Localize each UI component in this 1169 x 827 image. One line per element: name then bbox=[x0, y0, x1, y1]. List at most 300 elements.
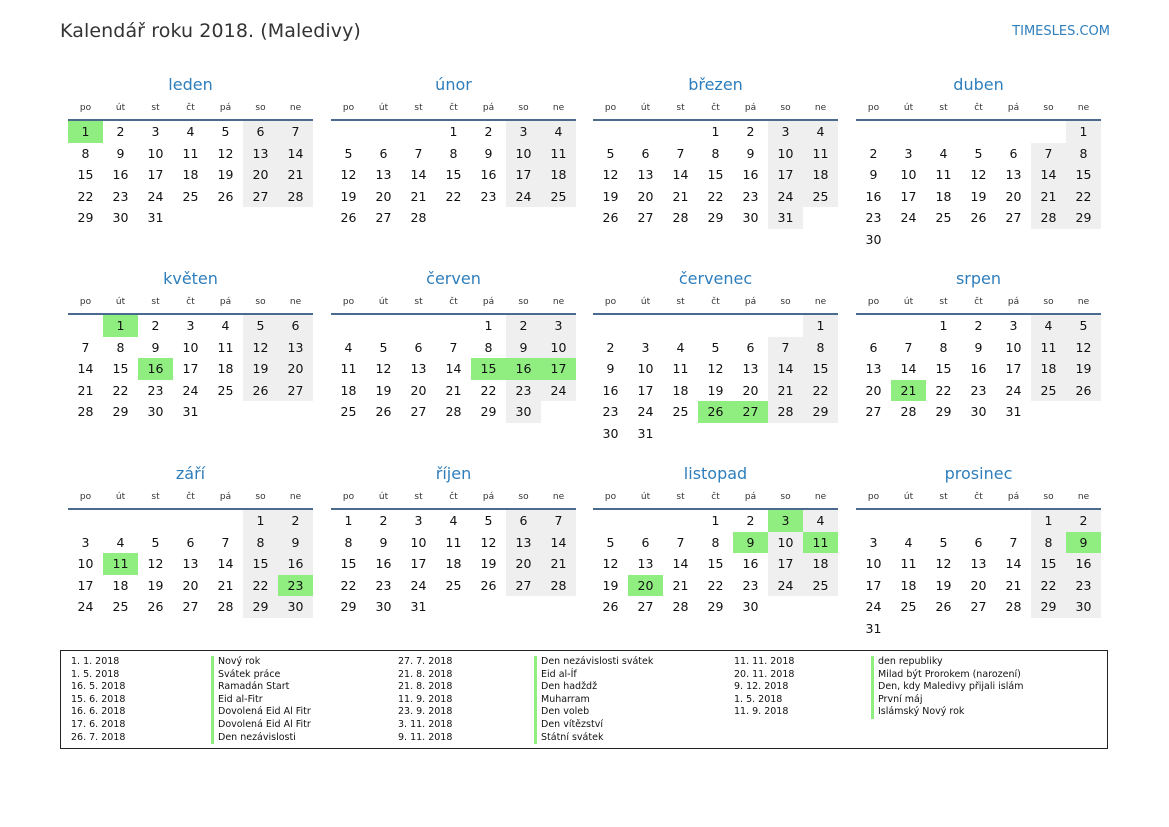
day-cell[interactable]: 3 bbox=[414, 513, 423, 528]
day-cell[interactable]: 5 bbox=[379, 339, 388, 355]
day-cell[interactable]: 6 bbox=[414, 339, 423, 355]
day-cell[interactable]: 10 bbox=[410, 534, 427, 550]
day-cell[interactable]: 29 bbox=[243, 596, 278, 618]
day-cell[interactable]: 26 bbox=[217, 188, 234, 204]
day-cell[interactable]: 12 bbox=[375, 361, 392, 377]
day-cell[interactable]: 16 bbox=[970, 361, 987, 377]
day-cell[interactable]: 19 bbox=[217, 167, 234, 183]
day-cell[interactable]: 7 bbox=[768, 337, 803, 359]
day-cell[interactable]: 17 bbox=[147, 167, 164, 183]
day-cell[interactable]: 27 bbox=[865, 404, 882, 420]
holiday-day-cell[interactable]: 16 bbox=[506, 358, 541, 380]
day-cell[interactable]: 25 bbox=[1031, 380, 1066, 402]
day-cell[interactable]: 19 bbox=[935, 577, 952, 593]
day-cell[interactable]: 5 bbox=[974, 145, 983, 161]
holiday-day-cell[interactable]: 11 bbox=[803, 532, 838, 554]
holiday-day-cell[interactable]: 15 bbox=[471, 358, 506, 380]
day-cell[interactable]: 12 bbox=[1066, 337, 1101, 359]
day-cell[interactable]: 11 bbox=[182, 145, 199, 161]
day-cell[interactable]: 17 bbox=[768, 553, 803, 575]
day-cell[interactable]: 7 bbox=[414, 145, 423, 161]
day-cell[interactable]: 1 bbox=[939, 318, 948, 333]
day-cell[interactable]: 25 bbox=[182, 188, 199, 204]
day-cell[interactable]: 2 bbox=[606, 339, 615, 355]
day-cell[interactable]: 6 bbox=[641, 534, 650, 550]
day-cell[interactable]: 29 bbox=[340, 599, 357, 615]
day-cell[interactable]: 25 bbox=[541, 186, 576, 208]
day-cell[interactable]: 5 bbox=[1066, 315, 1101, 337]
day-cell[interactable]: 1 bbox=[803, 315, 838, 337]
day-cell[interactable]: 13 bbox=[970, 556, 987, 572]
day-cell[interactable]: 7 bbox=[81, 339, 90, 355]
day-cell[interactable]: 17 bbox=[77, 577, 94, 593]
day-cell[interactable]: 19 bbox=[602, 577, 619, 593]
day-cell[interactable]: 14 bbox=[217, 556, 234, 572]
holiday-day-cell[interactable]: 21 bbox=[891, 380, 926, 402]
day-cell[interactable]: 4 bbox=[449, 513, 458, 528]
day-cell[interactable]: 28 bbox=[541, 575, 576, 597]
day-cell[interactable]: 21 bbox=[445, 382, 462, 398]
day-cell[interactable]: 19 bbox=[602, 188, 619, 204]
day-cell[interactable]: 19 bbox=[707, 382, 724, 398]
day-cell[interactable]: 4 bbox=[344, 339, 353, 355]
day-cell[interactable]: 11 bbox=[445, 534, 462, 550]
day-cell[interactable]: 10 bbox=[900, 167, 917, 183]
day-cell[interactable]: 27 bbox=[506, 575, 541, 597]
day-cell[interactable]: 2 bbox=[278, 510, 313, 532]
day-cell[interactable]: 14 bbox=[672, 167, 689, 183]
day-cell[interactable]: 9 bbox=[116, 145, 125, 161]
day-cell[interactable]: 21 bbox=[768, 380, 803, 402]
day-cell[interactable]: 28 bbox=[217, 599, 234, 615]
day-cell[interactable]: 4 bbox=[803, 510, 838, 532]
day-cell[interactable]: 22 bbox=[77, 188, 94, 204]
day-cell[interactable]: 25 bbox=[217, 382, 234, 398]
day-cell[interactable]: 22 bbox=[1066, 186, 1101, 208]
day-cell[interactable]: 7 bbox=[541, 510, 576, 532]
day-cell[interactable]: 8 bbox=[449, 145, 458, 161]
day-cell[interactable]: 15 bbox=[707, 167, 724, 183]
day-cell[interactable]: 25 bbox=[340, 404, 357, 420]
holiday-day-cell[interactable]: 9 bbox=[1066, 532, 1101, 554]
day-cell[interactable]: 29 bbox=[480, 404, 497, 420]
day-cell[interactable]: 16 bbox=[480, 167, 497, 183]
day-cell[interactable]: 2 bbox=[869, 145, 878, 161]
day-cell[interactable]: 6 bbox=[641, 145, 650, 161]
day-cell[interactable]: 11 bbox=[935, 167, 952, 183]
day-cell[interactable]: 14 bbox=[77, 361, 94, 377]
day-cell[interactable]: 22 bbox=[935, 382, 952, 398]
day-cell[interactable]: 2 bbox=[506, 315, 541, 337]
day-cell[interactable]: 17 bbox=[410, 556, 427, 572]
day-cell[interactable]: 6 bbox=[746, 339, 755, 355]
day-cell[interactable]: 30 bbox=[865, 232, 882, 247]
day-cell[interactable]: 27 bbox=[410, 404, 427, 420]
day-cell[interactable]: 29 bbox=[935, 404, 952, 420]
day-cell[interactable]: 26 bbox=[935, 599, 952, 615]
day-cell[interactable]: 10 bbox=[506, 143, 541, 165]
day-cell[interactable]: 5 bbox=[606, 145, 615, 161]
day-cell[interactable]: 30 bbox=[147, 404, 164, 420]
day-cell[interactable]: 15 bbox=[1066, 164, 1101, 186]
day-cell[interactable]: 9 bbox=[484, 145, 493, 161]
day-cell[interactable]: 29 bbox=[803, 401, 838, 423]
day-cell[interactable]: 18 bbox=[182, 167, 199, 183]
day-cell[interactable]: 18 bbox=[445, 556, 462, 572]
day-cell[interactable]: 9 bbox=[151, 339, 160, 355]
day-cell[interactable]: 30 bbox=[1066, 596, 1101, 618]
day-cell[interactable]: 23 bbox=[602, 404, 619, 420]
day-cell[interactable]: 13 bbox=[1005, 167, 1022, 183]
day-cell[interactable]: 18 bbox=[541, 164, 576, 186]
day-cell[interactable]: 12 bbox=[602, 556, 619, 572]
day-cell[interactable]: 2 bbox=[746, 124, 755, 139]
day-cell[interactable]: 14 bbox=[768, 358, 803, 380]
day-cell[interactable]: 3 bbox=[904, 145, 913, 161]
day-cell[interactable]: 2 bbox=[484, 124, 493, 139]
day-cell[interactable]: 20 bbox=[506, 553, 541, 575]
day-cell[interactable]: 25 bbox=[803, 186, 838, 208]
day-cell[interactable]: 10 bbox=[541, 337, 576, 359]
day-cell[interactable]: 1 bbox=[711, 124, 720, 139]
day-cell[interactable]: 24 bbox=[410, 577, 427, 593]
day-cell[interactable]: 4 bbox=[676, 339, 685, 355]
day-cell[interactable]: 16 bbox=[278, 553, 313, 575]
day-cell[interactable]: 8 bbox=[344, 534, 353, 550]
day-cell[interactable]: 26 bbox=[340, 210, 357, 226]
day-cell[interactable]: 14 bbox=[445, 361, 462, 377]
day-cell[interactable]: 11 bbox=[541, 143, 576, 165]
day-cell[interactable]: 28 bbox=[672, 210, 689, 226]
day-cell[interactable]: 23 bbox=[970, 382, 987, 398]
day-cell[interactable]: 24 bbox=[182, 382, 199, 398]
day-cell[interactable]: 10 bbox=[865, 556, 882, 572]
day-cell[interactable]: 3 bbox=[869, 534, 878, 550]
day-cell[interactable]: 8 bbox=[711, 145, 720, 161]
day-cell[interactable]: 14 bbox=[541, 532, 576, 554]
day-cell[interactable]: 22 bbox=[803, 380, 838, 402]
day-cell[interactable]: 16 bbox=[742, 556, 759, 572]
day-cell[interactable]: 23 bbox=[506, 380, 541, 402]
day-cell[interactable]: 8 bbox=[711, 534, 720, 550]
day-cell[interactable]: 23 bbox=[375, 577, 392, 593]
day-cell[interactable]: 9 bbox=[606, 361, 615, 377]
day-cell[interactable]: 12 bbox=[147, 556, 164, 572]
day-cell[interactable]: 1 bbox=[449, 124, 458, 139]
day-cell[interactable]: 1 bbox=[711, 513, 720, 528]
day-cell[interactable]: 28 bbox=[410, 210, 427, 226]
day-cell[interactable]: 21 bbox=[1031, 186, 1066, 208]
day-cell[interactable]: 21 bbox=[217, 577, 234, 593]
holiday-day-cell[interactable]: 26 bbox=[698, 401, 733, 423]
day-cell[interactable]: 3 bbox=[768, 121, 803, 143]
day-cell[interactable]: 20 bbox=[375, 188, 392, 204]
day-cell[interactable]: 12 bbox=[217, 145, 234, 161]
holiday-day-cell[interactable]: 11 bbox=[103, 553, 138, 575]
day-cell[interactable]: 19 bbox=[243, 358, 278, 380]
day-cell[interactable]: 26 bbox=[602, 210, 619, 226]
day-cell[interactable]: 2 bbox=[116, 124, 125, 139]
day-cell[interactable]: 27 bbox=[1005, 210, 1022, 226]
day-cell[interactable]: 5 bbox=[151, 534, 160, 550]
day-cell[interactable]: 25 bbox=[445, 577, 462, 593]
day-cell[interactable]: 5 bbox=[221, 124, 230, 139]
day-cell[interactable]: 14 bbox=[410, 167, 427, 183]
day-cell[interactable]: 8 bbox=[1066, 143, 1101, 165]
day-cell[interactable]: 25 bbox=[112, 599, 129, 615]
day-cell[interactable]: 11 bbox=[1031, 337, 1066, 359]
day-cell[interactable]: 13 bbox=[637, 556, 654, 572]
day-cell[interactable]: 23 bbox=[147, 382, 164, 398]
day-cell[interactable]: 22 bbox=[340, 577, 357, 593]
day-cell[interactable]: 16 bbox=[602, 382, 619, 398]
day-cell[interactable]: 19 bbox=[340, 188, 357, 204]
day-cell[interactable]: 4 bbox=[541, 121, 576, 143]
day-cell[interactable]: 10 bbox=[147, 145, 164, 161]
day-cell[interactable]: 15 bbox=[112, 361, 129, 377]
day-cell[interactable]: 26 bbox=[602, 599, 619, 615]
day-cell[interactable]: 8 bbox=[803, 337, 838, 359]
day-cell[interactable]: 23 bbox=[480, 188, 497, 204]
day-cell[interactable]: 10 bbox=[768, 143, 803, 165]
day-cell[interactable]: 24 bbox=[637, 404, 654, 420]
day-cell[interactable]: 17 bbox=[768, 164, 803, 186]
day-cell[interactable]: 9 bbox=[278, 532, 313, 554]
day-cell[interactable]: 10 bbox=[768, 532, 803, 554]
day-cell[interactable]: 26 bbox=[243, 380, 278, 402]
day-cell[interactable]: 24 bbox=[77, 599, 94, 615]
day-cell[interactable]: 11 bbox=[672, 361, 689, 377]
day-cell[interactable]: 29 bbox=[77, 210, 94, 226]
day-cell[interactable]: 8 bbox=[939, 339, 948, 355]
day-cell[interactable]: 1 bbox=[344, 513, 353, 528]
day-cell[interactable]: 28 bbox=[77, 404, 94, 420]
day-cell[interactable]: 20 bbox=[637, 188, 654, 204]
day-cell[interactable]: 15 bbox=[1031, 553, 1066, 575]
day-cell[interactable]: 3 bbox=[81, 534, 90, 550]
day-cell[interactable]: 6 bbox=[186, 534, 195, 550]
day-cell[interactable]: 20 bbox=[865, 382, 882, 398]
day-cell[interactable]: 18 bbox=[935, 188, 952, 204]
day-cell[interactable]: 19 bbox=[375, 382, 392, 398]
day-cell[interactable]: 23 bbox=[112, 188, 129, 204]
day-cell[interactable]: 6 bbox=[243, 121, 278, 143]
day-cell[interactable]: 20 bbox=[410, 382, 427, 398]
day-cell[interactable]: 27 bbox=[278, 380, 313, 402]
day-cell[interactable]: 18 bbox=[340, 382, 357, 398]
day-cell[interactable]: 15 bbox=[340, 556, 357, 572]
day-cell[interactable]: 30 bbox=[602, 426, 619, 441]
day-cell[interactable]: 20 bbox=[278, 358, 313, 380]
day-cell[interactable]: 8 bbox=[484, 339, 493, 355]
day-cell[interactable]: 24 bbox=[541, 380, 576, 402]
day-cell[interactable]: 22 bbox=[707, 577, 724, 593]
day-cell[interactable]: 8 bbox=[81, 145, 90, 161]
day-cell[interactable]: 11 bbox=[340, 361, 357, 377]
day-cell[interactable]: 9 bbox=[379, 534, 388, 550]
day-cell[interactable]: 1 bbox=[1066, 121, 1101, 143]
day-cell[interactable]: 21 bbox=[541, 553, 576, 575]
day-cell[interactable]: 16 bbox=[1066, 553, 1101, 575]
day-cell[interactable]: 13 bbox=[278, 337, 313, 359]
day-cell[interactable]: 28 bbox=[445, 404, 462, 420]
day-cell[interactable]: 8 bbox=[116, 339, 125, 355]
day-cell[interactable]: 7 bbox=[1031, 143, 1066, 165]
day-cell[interactable]: 25 bbox=[672, 404, 689, 420]
holiday-day-cell[interactable]: 27 bbox=[733, 401, 768, 423]
day-cell[interactable]: 23 bbox=[742, 577, 759, 593]
day-cell[interactable]: 4 bbox=[221, 318, 230, 333]
day-cell[interactable]: 13 bbox=[243, 143, 278, 165]
holiday-day-cell[interactable]: 1 bbox=[103, 315, 138, 337]
day-cell[interactable]: 27 bbox=[970, 599, 987, 615]
day-cell[interactable]: 11 bbox=[803, 143, 838, 165]
day-cell[interactable]: 15 bbox=[445, 167, 462, 183]
day-cell[interactable]: 30 bbox=[112, 210, 129, 226]
day-cell[interactable]: 15 bbox=[243, 553, 278, 575]
day-cell[interactable]: 18 bbox=[217, 361, 234, 377]
day-cell[interactable]: 31 bbox=[768, 207, 803, 229]
day-cell[interactable]: 13 bbox=[742, 361, 759, 377]
day-cell[interactable]: 5 bbox=[711, 339, 720, 355]
day-cell[interactable]: 31 bbox=[1005, 404, 1022, 420]
day-cell[interactable]: 25 bbox=[935, 210, 952, 226]
day-cell[interactable]: 7 bbox=[278, 121, 313, 143]
day-cell[interactable]: 9 bbox=[746, 145, 755, 161]
day-cell[interactable]: 3 bbox=[1009, 318, 1018, 333]
day-cell[interactable]: 18 bbox=[1031, 358, 1066, 380]
day-cell[interactable]: 1 bbox=[484, 318, 493, 333]
day-cell[interactable]: 11 bbox=[217, 339, 234, 355]
holiday-day-cell[interactable]: 3 bbox=[768, 510, 803, 532]
day-cell[interactable]: 22 bbox=[243, 575, 278, 597]
brand-link[interactable]: TIMESLES.COM bbox=[1012, 24, 1110, 39]
day-cell[interactable]: 21 bbox=[410, 188, 427, 204]
day-cell[interactable]: 29 bbox=[1031, 596, 1066, 618]
day-cell[interactable]: 30 bbox=[970, 404, 987, 420]
day-cell[interactable]: 5 bbox=[939, 534, 948, 550]
day-cell[interactable]: 28 bbox=[278, 186, 313, 208]
day-cell[interactable]: 8 bbox=[1031, 532, 1066, 554]
day-cell[interactable]: 26 bbox=[1066, 380, 1101, 402]
holiday-day-cell[interactable]: 17 bbox=[541, 358, 576, 380]
day-cell[interactable]: 26 bbox=[147, 599, 164, 615]
day-cell[interactable]: 20 bbox=[1005, 188, 1022, 204]
day-cell[interactable]: 18 bbox=[803, 553, 838, 575]
day-cell[interactable]: 18 bbox=[672, 382, 689, 398]
day-cell[interactable]: 17 bbox=[1005, 361, 1022, 377]
day-cell[interactable]: 27 bbox=[375, 210, 392, 226]
day-cell[interactable]: 9 bbox=[869, 167, 878, 183]
day-cell[interactable]: 4 bbox=[803, 121, 838, 143]
day-cell[interactable]: 27 bbox=[243, 186, 278, 208]
day-cell[interactable]: 10 bbox=[182, 339, 199, 355]
day-cell[interactable]: 7 bbox=[676, 534, 685, 550]
day-cell[interactable]: 19 bbox=[1066, 358, 1101, 380]
day-cell[interactable]: 26 bbox=[970, 210, 987, 226]
day-cell[interactable]: 2 bbox=[746, 513, 755, 528]
day-cell[interactable]: 22 bbox=[1031, 575, 1066, 597]
day-cell[interactable]: 5 bbox=[484, 513, 493, 528]
day-cell[interactable]: 31 bbox=[147, 210, 164, 226]
day-cell[interactable]: 7 bbox=[904, 339, 913, 355]
day-cell[interactable]: 24 bbox=[900, 210, 917, 226]
day-cell[interactable]: 3 bbox=[151, 124, 160, 139]
day-cell[interactable]: 11 bbox=[900, 556, 917, 572]
day-cell[interactable]: 5 bbox=[344, 145, 353, 161]
day-cell[interactable]: 17 bbox=[182, 361, 199, 377]
day-cell[interactable]: 13 bbox=[637, 167, 654, 183]
holiday-day-cell[interactable]: 16 bbox=[138, 358, 173, 380]
day-cell[interactable]: 28 bbox=[1031, 207, 1066, 229]
day-cell[interactable]: 31 bbox=[410, 599, 427, 615]
day-cell[interactable]: 21 bbox=[672, 577, 689, 593]
day-cell[interactable]: 1 bbox=[243, 510, 278, 532]
day-cell[interactable]: 3 bbox=[186, 318, 195, 333]
day-cell[interactable]: 12 bbox=[970, 167, 987, 183]
day-cell[interactable]: 18 bbox=[112, 577, 129, 593]
day-cell[interactable]: 13 bbox=[410, 361, 427, 377]
day-cell[interactable]: 20 bbox=[742, 382, 759, 398]
day-cell[interactable]: 13 bbox=[375, 167, 392, 183]
day-cell[interactable]: 18 bbox=[803, 164, 838, 186]
day-cell[interactable]: 14 bbox=[900, 361, 917, 377]
day-cell[interactable]: 31 bbox=[182, 404, 199, 420]
day-cell[interactable]: 4 bbox=[904, 534, 913, 550]
day-cell[interactable]: 9 bbox=[506, 337, 541, 359]
day-cell[interactable]: 28 bbox=[900, 404, 917, 420]
day-cell[interactable]: 22 bbox=[480, 382, 497, 398]
day-cell[interactable]: 14 bbox=[672, 556, 689, 572]
day-cell[interactable]: 13 bbox=[865, 361, 882, 377]
day-cell[interactable]: 12 bbox=[243, 337, 278, 359]
day-cell[interactable]: 8 bbox=[243, 532, 278, 554]
day-cell[interactable]: 16 bbox=[375, 556, 392, 572]
day-cell[interactable]: 12 bbox=[707, 361, 724, 377]
day-cell[interactable]: 25 bbox=[900, 599, 917, 615]
day-cell[interactable]: 7 bbox=[221, 534, 230, 550]
day-cell[interactable]: 29 bbox=[112, 404, 129, 420]
day-cell[interactable]: 13 bbox=[182, 556, 199, 572]
day-cell[interactable]: 22 bbox=[445, 188, 462, 204]
day-cell[interactable]: 24 bbox=[506, 186, 541, 208]
day-cell[interactable]: 24 bbox=[768, 575, 803, 597]
day-cell[interactable]: 16 bbox=[742, 167, 759, 183]
day-cell[interactable]: 26 bbox=[375, 404, 392, 420]
day-cell[interactable]: 5 bbox=[243, 315, 278, 337]
day-cell[interactable]: 14 bbox=[1005, 556, 1022, 572]
day-cell[interactable]: 1 bbox=[1031, 510, 1066, 532]
day-cell[interactable]: 6 bbox=[379, 145, 388, 161]
day-cell[interactable]: 5 bbox=[606, 534, 615, 550]
day-cell[interactable]: 6 bbox=[1009, 145, 1018, 161]
day-cell[interactable]: 17 bbox=[637, 382, 654, 398]
day-cell[interactable]: 19 bbox=[970, 188, 987, 204]
day-cell[interactable]: 15 bbox=[803, 358, 838, 380]
day-cell[interactable]: 25 bbox=[803, 575, 838, 597]
day-cell[interactable]: 27 bbox=[182, 599, 199, 615]
day-cell[interactable]: 20 bbox=[970, 577, 987, 593]
day-cell[interactable]: 23 bbox=[1066, 575, 1101, 597]
day-cell[interactable]: 24 bbox=[768, 186, 803, 208]
day-cell[interactable]: 15 bbox=[707, 556, 724, 572]
day-cell[interactable]: 15 bbox=[77, 167, 94, 183]
day-cell[interactable]: 18 bbox=[900, 577, 917, 593]
day-cell[interactable]: 28 bbox=[672, 599, 689, 615]
day-cell[interactable]: 19 bbox=[480, 556, 497, 572]
day-cell[interactable]: 2 bbox=[1066, 510, 1101, 532]
day-cell[interactable]: 22 bbox=[707, 188, 724, 204]
